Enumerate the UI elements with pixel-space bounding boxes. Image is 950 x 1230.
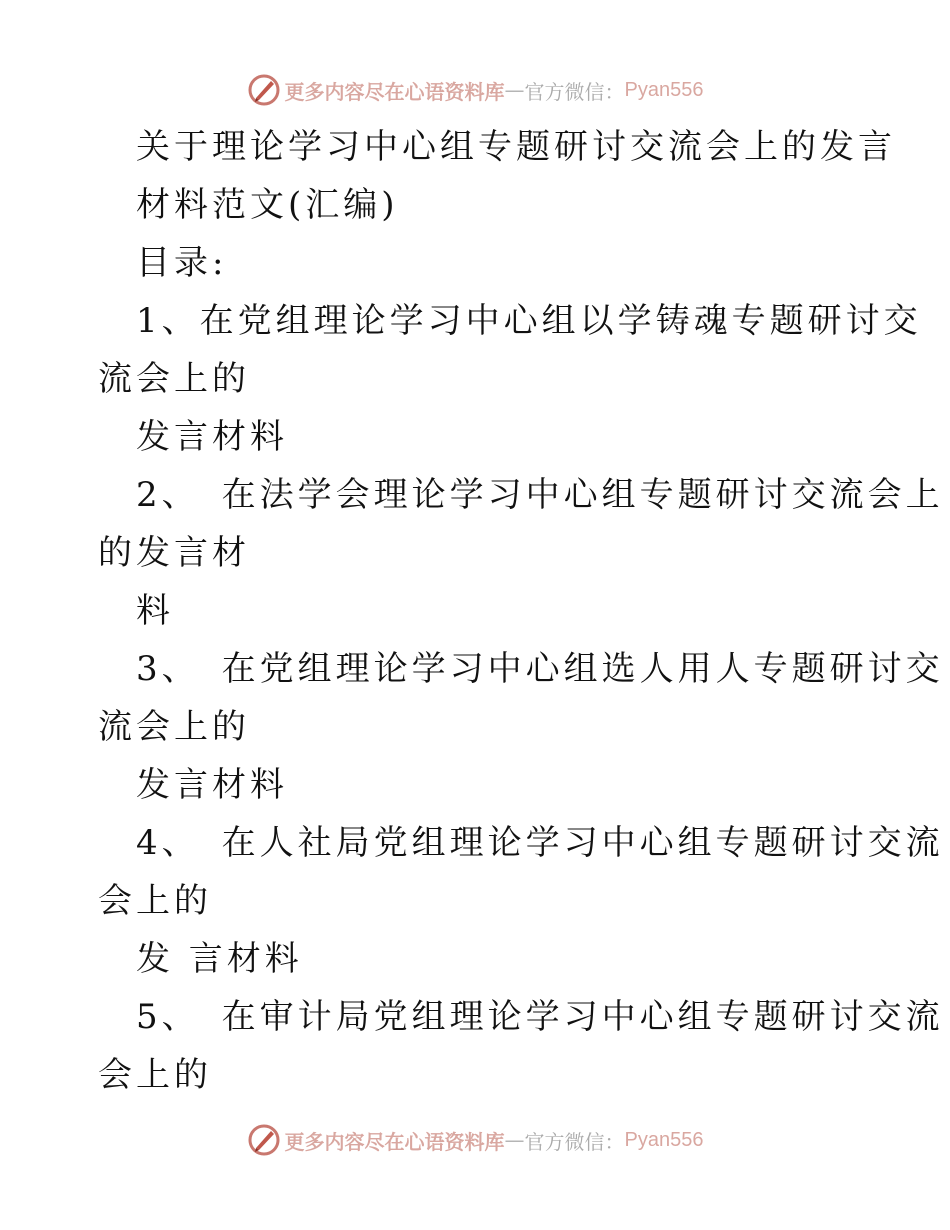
toc-item-5 <box>98 988 944 1104</box>
toc-item-text: 在党组理论学习中心组选人用人专题研讨交 <box>221 649 944 689</box>
toc-item-text: 在人社局党组理论学习中心组专题研讨交流 <box>221 823 944 863</box>
toc-item-3 <box>98 640 944 814</box>
watermark-wechat-id: Pyan556 <box>624 78 704 101</box>
toc-item-continuation: 料 <box>136 591 174 631</box>
toc-item-continuation: 发言材料 <box>136 417 288 457</box>
toc-item-text: 在党组理论学习中心组以学铸魂专题研讨交 <box>199 301 922 341</box>
toc-item-number: 2、 <box>136 475 200 515</box>
toc-item-continuation: 流会上的 <box>98 359 250 399</box>
watermark-main-text: 更多内容尽在心语资料库 <box>284 1129 505 1154</box>
watermark-separator: — <box>504 1128 525 1152</box>
toc-item-number: 5、 <box>136 997 200 1037</box>
toc-item-continuation: 的发言材 <box>98 533 250 573</box>
toc-item-2 <box>98 466 944 640</box>
watermark-sub-text: 官方微信： <box>524 79 625 104</box>
document-body <box>98 118 944 1104</box>
toc-item-continuation: 发 言材料 <box>136 939 303 979</box>
document-title-line-2: 材料范文(汇编) <box>136 185 399 225</box>
pen-logo-icon <box>247 1123 281 1157</box>
toc-item-text: 在审计局党组理论学习中心组专题研讨交流 <box>221 997 944 1037</box>
toc-item-1 <box>98 292 922 466</box>
header-watermark <box>0 70 950 110</box>
footer-watermark <box>0 1120 950 1160</box>
watermark-main-text: 更多内容尽在心语资料库 <box>284 79 505 104</box>
watermark-separator: — <box>504 78 525 102</box>
watermark-wechat-id: Pyan556 <box>624 1128 704 1151</box>
toc-item-continuation: 发言材料 <box>136 765 288 805</box>
toc-item-number: 3、 <box>136 649 200 689</box>
document-title-line-1: 关于理论学习中心组专题研讨交流会上的发言 <box>136 127 896 167</box>
toc-item-continuation: 会上的 <box>98 1055 212 1095</box>
toc-item-continuation: 会上的 <box>98 881 212 921</box>
watermark-sub-text: 官方微信： <box>524 1129 625 1154</box>
toc-item-4 <box>98 814 944 988</box>
toc-item-text: 在法学会理论学习中心组专题研讨交流会上 <box>221 475 944 515</box>
pen-logo-icon <box>247 73 281 107</box>
toc-item-number: 4、 <box>136 823 200 863</box>
toc-item-number: 1、 <box>136 301 200 341</box>
toc-heading: 目录: <box>136 243 228 283</box>
toc-item-continuation: 流会上的 <box>98 707 250 747</box>
